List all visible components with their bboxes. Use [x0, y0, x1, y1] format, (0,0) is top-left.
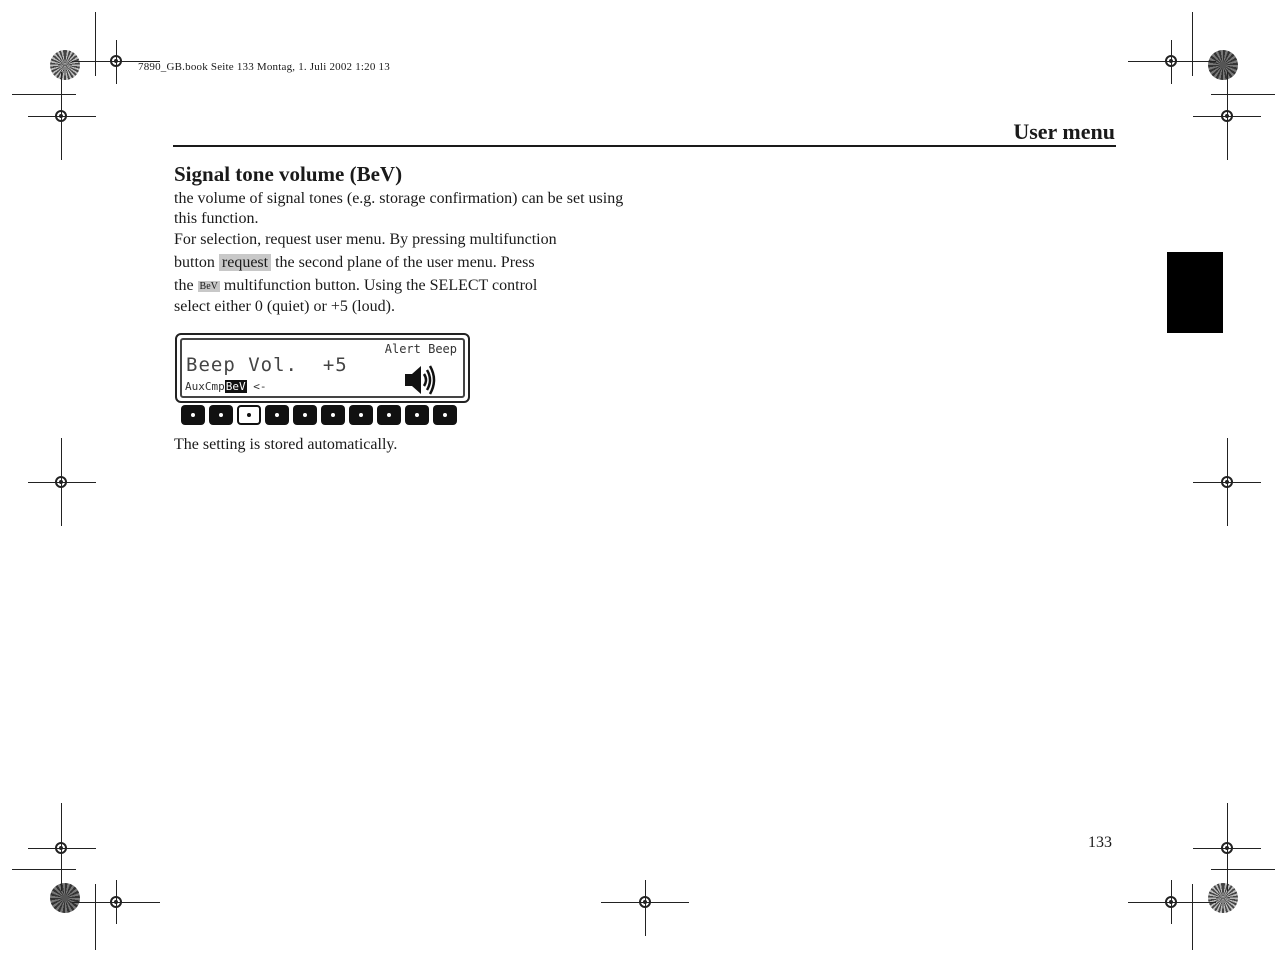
color-registration-icon	[50, 883, 80, 913]
registration-target-icon	[55, 842, 67, 854]
registration-target-icon	[639, 896, 651, 908]
color-registration-icon	[1208, 50, 1238, 80]
preset-button	[321, 405, 345, 425]
preset-button	[349, 405, 373, 425]
book-header: 7890_GB.book Seite 133 Montag, 1. Juli 2002 1:20 13	[138, 61, 390, 73]
chapter-tab-marker	[1167, 252, 1223, 333]
color-registration-icon	[1208, 883, 1238, 913]
preset-button	[181, 405, 205, 425]
registration-target-icon	[55, 110, 67, 122]
footer-note: The setting is stored automatically.	[174, 436, 398, 453]
highlighted-label: BeV	[199, 281, 218, 292]
radio-display	[175, 333, 470, 403]
display-alert-label: Alert Beep	[384, 342, 457, 356]
preset-button	[209, 405, 233, 425]
registration-target-icon	[1221, 110, 1233, 122]
highlighted-word: request	[219, 254, 271, 271]
preset-button-row	[181, 405, 457, 425]
speaker-icon	[402, 362, 438, 398]
section-rule	[173, 145, 1116, 147]
preset-button	[237, 405, 261, 425]
registration-target-icon	[1221, 842, 1233, 854]
registration-target-icon	[1165, 896, 1177, 908]
instruction-line: For selection, request user menu. By pressing multifunction	[174, 231, 557, 248]
preset-button	[265, 405, 289, 425]
preset-button	[433, 405, 457, 425]
preset-button	[293, 405, 317, 425]
section-title: User menu	[1013, 119, 1115, 144]
registration-target-icon	[1221, 476, 1233, 488]
registration-target-icon	[1165, 55, 1177, 67]
instruction-line: the BeV multifunction button. Using the SELECT control	[174, 277, 538, 294]
paragraph-instructions	[174, 230, 644, 317]
page-number: 133	[1088, 834, 1112, 851]
display-main-text: Beep Vol. +5	[186, 354, 348, 376]
preset-button	[377, 405, 401, 425]
display-menu-line: AuxCmpBeV <-	[185, 380, 267, 393]
display-selected-item: BeV	[225, 380, 246, 393]
page-heading: Signal tone volume (BeV)	[174, 162, 403, 186]
paragraph-intro: the volume of signal tones (e.g. storage confirmation) can be set using this function.	[174, 190, 624, 227]
instruction-line: select either 0 (quiet) or +5 (loud).	[174, 298, 395, 315]
registration-target-icon	[110, 896, 122, 908]
color-registration-icon	[50, 50, 80, 80]
instruction-line: button request the second plane of the user menu. Press	[174, 254, 535, 271]
registration-target-icon	[110, 55, 122, 67]
registration-target-icon	[55, 476, 67, 488]
preset-button	[405, 405, 429, 425]
